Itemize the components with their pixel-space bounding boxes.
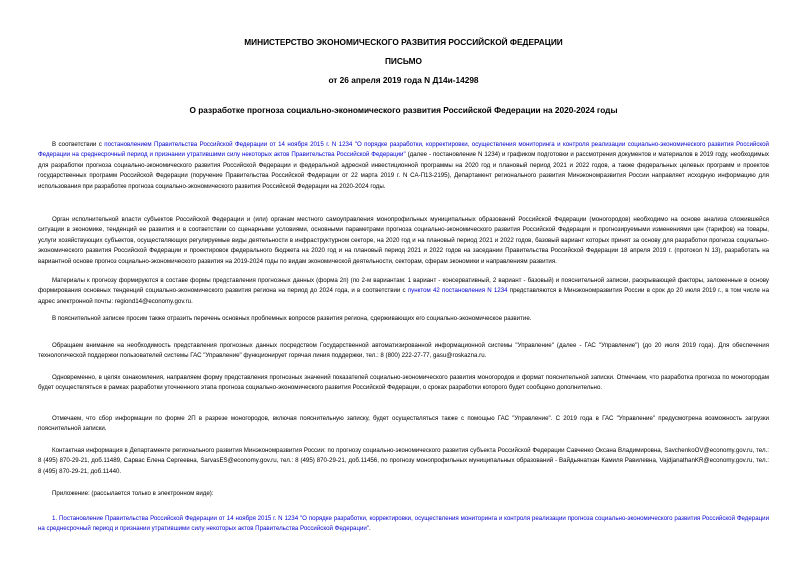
- paragraph-3-end: представляются в Минэкономразвития России в срок до 20 июля 2019 г., в том числе на адрес электронной почты: regiond14@economy.gov.ru.: [38, 287, 769, 305]
- paragraph-6: Одновременно, в целях ознакомления, направляем форму представления прогнозных значений показателей социально-экономического развития моногородов и формат пояснительной записки. Отмечаем, что разработка прогноза по моногородам будет осуществляться в рамках разработки уточненного этапа прогноза социально-экономического развития Российской Федерации, о сроках разработки которого будет сообщено дополнительно.: [38, 374, 769, 392]
- paragraph-3-start: Материалы к прогнозу формируются в составе формы представления прогнозных данных (форма 2п) (по 2-м вариантам: 1 вариант - консервативный, 2 вариант - базовый) и пояснительной записки, раскрывающей факторы, заложенные в основу формирования основных тенденций социально-экономического развития региона на период до 2024 года, и в соответствии с: [38, 277, 769, 295]
- resolution-1234-link[interactable]: постановлением Правительства Российской Федерации от 14 ноября 2015 г. N 1234 "О порядке разработки, корректировки, осуществления мониторинга и контроля реализации социально-экономического развития Российской Федерации на среднесрочный период и признании утратившими силу некоторых актов Правительства Российской Федерации": [38, 141, 769, 159]
- paragraph-8: Контактная информация в Департаменте регионального развития Минэкономразвития России: по прогнозу социально-экономического развития субъекта Российской Федерации Савченко Оксана Владимировна, SavchenkoOV@economy.gov.ru, тел.: 8 (495) 870-29-21, доб.11489, Сарвас Елена Сергеевна, SarvasES@economy.gov.ru, тел.: 8 (495) 870-29-21, доб.11456, по прогнозу монопрофильных муниципальных образований - Вайдьянатхан Камиля Равилевна, VajdjanathanKR@economy.gov.ru, тел.: 8 (495) 870-29-21, доб.11440.: [38, 447, 769, 475]
- doc-subject: О разработке прогноза социально-экономического развития Российской Федерации на 2020-2024 годы: [189, 105, 618, 115]
- paragraph-1: [38, 140, 769, 192]
- doc-date-number: от 26 апреля 2019 года N Д14и-14298: [328, 75, 479, 85]
- attachment-1-number: 1.: [52, 515, 59, 522]
- paragraph-3: [38, 276, 769, 307]
- clause-42-link[interactable]: пунктом 42 постановления N 1234: [407, 287, 508, 295]
- paragraph-1-end: (далее - постановление N 1234) и графиком подготовки и рассмотрения документов и материалов в 2019 году, необходимых для разработки прогноза социально-экономического развития Российской Федерации и федеральной адресной инвестиционной программы на 2020 год и плановый период 2021 и 2022 годов, а также федеральных целевых программ и проектов государственных программ Российской Федерации (поручение Правительства Российской Федерации от 22 марта 2019 г. N СА-П13-2195), Департамент регионального развития Минэкономразвития России направляет исходную информацию для использования при разработке прогноза социально-экономического развития Российской Федерации на 2020-2024 годы.: [38, 151, 770, 190]
- paragraph-4: В пояснительной записке просим также отразить перечень основных проблемных вопросов развития региона, сдерживающих его социально-экономическое развитие.: [52, 315, 532, 322]
- paragraph-5: Обращаем внимание на необходимость представления прогнозных данных посредством Государственной автоматизированной информационной системы "Управление" (далее - ГАС "Управление") (до 20 июля 2019 года). Для обеспечения технологической поддержки пользователей системы ГАС "Управление" функционирует горячая линия поддержки, тел.: 8 (800) 222-27-77, gasu@roskazna.ru.: [38, 342, 769, 360]
- doc-type: ПИСЬМО: [384, 56, 423, 66]
- attachment-1-end: .: [369, 525, 371, 533]
- attachment-heading: Приложение: (рассылается только в электронном виде):: [52, 490, 214, 497]
- attachment-item-1: [38, 514, 769, 535]
- attachment-1-link[interactable]: [38, 515, 769, 532]
- attachment-1-title: Постановление Правительства Российской Федерации от 14 ноября 2015 г. N 1234 "О порядке разработки, корректировки, осуществления мониторинга и контроля реализации прогноза социально-экономического развития Российской Федерации на среднесрочный период и признании утратившими силу некоторых актов Правительства Российской Федерации": [38, 515, 770, 533]
- paragraph-7: Отмечаем, что сбор информации по форме 2П в разрезе моногородов, включая пояснительную записку, будет осуществляться также с помощью ГАС "Управление". С 2019 года в ГАС "Управление" предусмотрена возможность загрузки пояснительной записки.: [38, 415, 769, 433]
- paragraph-2: Орган исполнительной власти субъектов Российской Федерации и (или) органам местного самоуправления монопрофильных муниципальных образований Российской Федерации (моногородов) необходимо на основе анализа сложившейся ситуации в экономике, тенденций ее развития и в соответствии со сценарными условиями, основными параметрами прогноза социально-экономического развития Российской Федерации и прогнозируемыми изменениями цен (тарифов) на товары, услуги хозяйствующих субъектов, осуществляющих регулируемые виды деятельности в инфраструктурном секторе, на 2020 год и на плановый период 2021 и 2022 годов, базовый вариант которых принят за основу для разработки прогноза социально-экономического развития Российской Федерации и проектировок федерального бюджета на 2020 год и на плановый период 2021 и 2022 годов на заседании Правительства Российской Федерации 18 апреля 2019 г. (протокол N 13), разработать на вариантной основе прогноз социально-экономического развития на 2019-2024 годы по видам экономической деятельности, секторам, сферам экономики и направлениям развития.: [38, 216, 769, 265]
- paragraph-1-start: В соответствии с: [52, 141, 105, 148]
- ministry-title: МИНИСТЕРСТВО ЭКОНОМИЧЕСКОГО РАЗВИТИЯ РОССИЙСКОЙ ФЕДЕРАЦИИ: [244, 37, 563, 47]
